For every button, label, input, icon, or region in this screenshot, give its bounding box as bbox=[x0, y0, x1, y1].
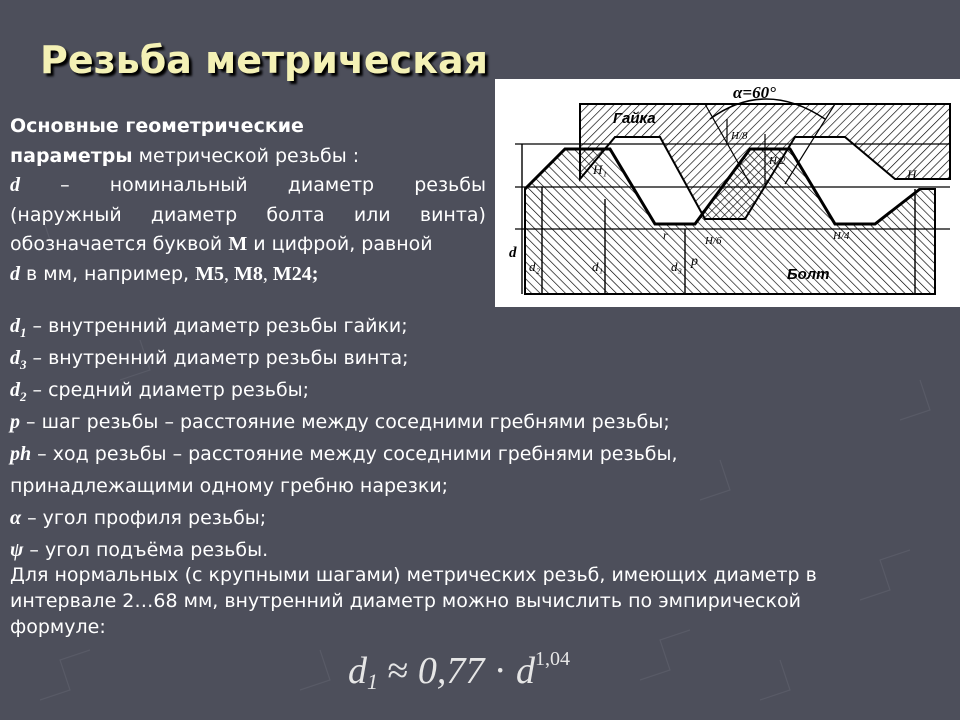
definition-row: α – угол профиля резьбы; bbox=[10, 507, 267, 529]
inner-diameter-formula bbox=[348, 648, 570, 695]
word: винта) bbox=[419, 203, 486, 226]
alpha-label: α=60° bbox=[733, 83, 776, 102]
intro-line-d bbox=[10, 171, 486, 201]
d-symbol: d bbox=[10, 174, 20, 196]
note-line: формуле: bbox=[10, 616, 106, 638]
example-m24: М24 bbox=[272, 262, 312, 285]
intro-line-4: d в мм, например, М5, М8, М24; bbox=[10, 262, 319, 285]
intro-line4-text: в мм, например, bbox=[20, 262, 196, 285]
dash: – bbox=[60, 174, 70, 196]
letter-m: М bbox=[228, 233, 248, 255]
intro-line-2 bbox=[10, 201, 486, 231]
h1-label: H₁ bbox=[593, 162, 607, 177]
definition-row: ψ – угол подъёма резьбы. bbox=[10, 539, 269, 561]
formula-dot: · bbox=[493, 650, 507, 692]
d3-label: d₃ bbox=[671, 259, 683, 274]
example-m8: М8 bbox=[233, 262, 263, 285]
definition-row: $d_2$ – средний диаметр резьбы; bbox=[10, 379, 310, 404]
h-label: H bbox=[907, 167, 917, 182]
h2-label: H/2 bbox=[769, 155, 786, 167]
d2-label: d₂ bbox=[529, 259, 541, 274]
intro-heading-line2 bbox=[10, 142, 486, 172]
definition-row: $d_3$ – внутренний диаметр резьбы винта; bbox=[10, 347, 409, 372]
word: диаметр bbox=[150, 203, 238, 226]
definition-row: p – шаг резьбы – расстояние между соседними гребнями резьбы; bbox=[10, 411, 670, 433]
h6-label: H/6 bbox=[705, 235, 722, 247]
formula-approx: ≈ bbox=[387, 650, 409, 692]
intro-paragraph bbox=[10, 112, 486, 289]
note-line: интервале 2…68 мм, внутренний диаметр можно вычислить по эмпирической bbox=[10, 590, 801, 612]
word: (наружный bbox=[10, 203, 122, 226]
formula-lhs: d bbox=[348, 650, 367, 692]
d1-label: d₁ bbox=[592, 259, 604, 274]
nut-label: Гайка bbox=[613, 110, 656, 127]
bolt-label: Болт bbox=[787, 266, 830, 283]
slide-title: Резьба метрическая bbox=[40, 38, 489, 82]
word: болта bbox=[266, 203, 325, 226]
d-label: d bbox=[509, 245, 517, 261]
h4-label: H/4 bbox=[833, 230, 850, 242]
thread-profile-diagram bbox=[495, 79, 960, 307]
formula-exponent: 1,04 bbox=[535, 648, 571, 670]
word: диаметр bbox=[287, 174, 375, 196]
formula-lhs-sub: 1 bbox=[367, 669, 378, 694]
definitions-list bbox=[10, 310, 955, 566]
formula-rhs: d bbox=[516, 650, 536, 692]
word: резьбы bbox=[414, 174, 486, 196]
r-label: r bbox=[663, 228, 668, 242]
intro-line-3 bbox=[10, 230, 486, 260]
p-label: p bbox=[691, 254, 698, 269]
note-line: Для нормальных (с крупными шагами) метрических резьб, имеющих диаметр в bbox=[10, 564, 817, 586]
example-m5: М5 bbox=[195, 262, 224, 285]
d-symbol: d bbox=[10, 262, 20, 285]
intro-heading-line1 bbox=[10, 112, 486, 142]
intro-heading-rest: метрической резьбы : bbox=[132, 144, 360, 167]
word: или bbox=[353, 203, 391, 226]
definition-row: ph – ход резьбы – расстояние между соседними гребнями резьбы, bbox=[10, 443, 678, 465]
definition-row-continued: принадлежащими одному гребню нарезки; bbox=[10, 475, 449, 497]
intro-line3-suffix: и цифрой, равной bbox=[253, 233, 433, 255]
intro-heading-bold-2: параметры bbox=[10, 144, 133, 167]
intro-line3-prefix: обозначается буквой bbox=[10, 233, 223, 255]
formula-coefficient: 0,77 bbox=[417, 650, 485, 692]
definition-row: $d_1$ – внутренний диаметр резьбы гайки; bbox=[10, 315, 408, 340]
intro-heading-bold: Основные геометрические bbox=[10, 115, 304, 137]
formula-note bbox=[10, 562, 950, 640]
h8-label: H/8 bbox=[731, 130, 748, 142]
word: номинальный bbox=[109, 174, 248, 196]
